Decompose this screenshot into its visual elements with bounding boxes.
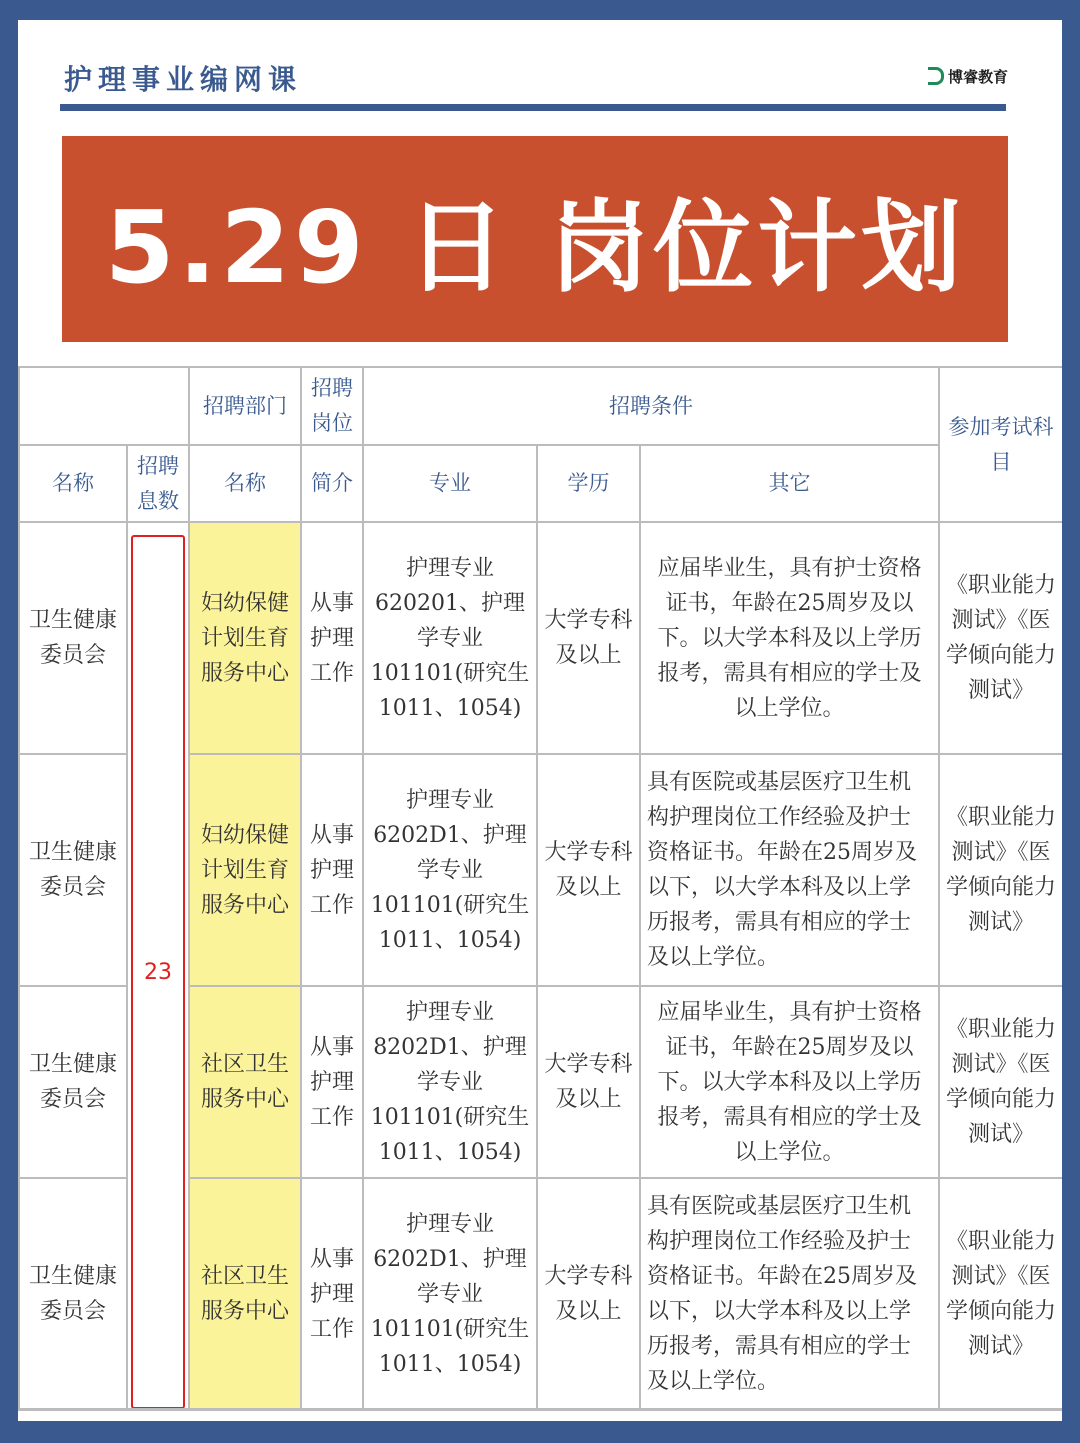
other-requirement: 具有医院或基层医疗卫生机构护理岗位工作经验及护士资格证书。年龄在25周岁及以下，以大学本科及以上学历报考，需具有相应的学士及以上学位。 (640, 754, 939, 986)
dept-name: 妇幼保健计划生育服务中心 (189, 754, 301, 986)
count-highlight-box (131, 535, 185, 1409)
header-col-major: 专业 (363, 445, 537, 522)
dept-name: 社区卫生服务中心 (189, 1178, 301, 1410)
other-requirement: 具有医院或基层医疗卫生机构护理岗位工作经验及护士资格证书。年龄在25周岁及以下，以大学本科及以上学历报考，需具有相应的学士及以上学位。 (640, 1178, 939, 1410)
other-requirement: 应届毕业生，具有护士资格证书，年龄在25周岁及以下。以大学本科及以上学历报考，需具有相应的学士及以上学位。 (640, 522, 939, 754)
table-header-row-1 (19, 367, 1062, 445)
header-cond-group: 招聘条件 (363, 367, 939, 445)
header-col-dept-name: 名称 (189, 445, 301, 522)
major-requirement: 护理专业620201、护理学专业101101(研究生1011、1054) (363, 522, 537, 754)
dept-name: 妇幼保健计划生育服务中心 (189, 522, 301, 754)
title-banner (62, 136, 1008, 342)
post-intro: 从事护理工作 (301, 754, 363, 986)
table-row (19, 522, 1062, 754)
dept-name: 社区卫生服务中心 (189, 986, 301, 1178)
org-name: 卫生健康委员会 (19, 986, 127, 1178)
education-requirement: 大学专科及以上 (537, 522, 640, 754)
header-post-group: 招聘岗位 (301, 367, 363, 445)
post-intro: 从事护理工作 (301, 986, 363, 1178)
banner-title: 5.29 日 岗位计划 (104, 189, 966, 306)
header-col-count: 招聘息数 (127, 445, 189, 522)
brand-logo (928, 64, 1008, 88)
header-col-name: 名称 (19, 445, 127, 522)
header-col-intro: 简介 (301, 445, 363, 522)
education-requirement: 大学专科及以上 (537, 754, 640, 986)
major-requirement: 护理专业6202D1、护理学专业101101(研究生1011、1054) (363, 754, 537, 986)
exam-subjects: 《职业能力测试》《医学倾向能力测试》 (939, 522, 1062, 754)
org-name: 卫生健康委员会 (19, 1178, 127, 1410)
logo-mark-icon (928, 67, 944, 85)
exam-subjects: 《职业能力测试》《医学倾向能力测试》 (939, 754, 1062, 986)
header-col-edu: 学历 (537, 445, 640, 522)
recruit-count: 23 (144, 959, 172, 985)
header-title: 护理事业编网课 (64, 63, 303, 96)
table-header-row-2 (19, 445, 1062, 522)
count-cell (127, 522, 189, 1410)
header-dept-group: 招聘部门 (189, 367, 301, 445)
header-divider (60, 104, 1006, 111)
other-requirement: 应届毕业生，具有护士资格证书，年龄在25周岁及以下。以大学本科及以上学历报考，需具有相应的学士及以上学位。 (640, 986, 939, 1178)
recruitment-table (18, 366, 1062, 1411)
education-requirement: 大学专科及以上 (537, 1178, 640, 1410)
bottom-divider (18, 1408, 1062, 1410)
major-requirement: 护理专业8202D1、护理学专业101101(研究生1011、1054) (363, 986, 537, 1178)
education-requirement: 大学专科及以上 (537, 986, 640, 1178)
post-intro: 从事护理工作 (301, 1178, 363, 1410)
major-requirement: 护理专业6202D1、护理学专业101101(研究生1011、1054) (363, 1178, 537, 1410)
logo-text: 博睿教育 (948, 67, 1009, 86)
org-name: 卫生健康委员会 (19, 754, 127, 986)
header-blank-cell (19, 367, 189, 445)
exam-subjects: 《职业能力测试》《医学倾向能力测试》 (939, 1178, 1062, 1410)
exam-subjects: 《职业能力测试》《医学倾向能力测试》 (939, 986, 1062, 1178)
header-exam: 参加考试科目 (939, 367, 1062, 522)
post-intro: 从事护理工作 (301, 522, 363, 754)
org-name: 卫生健康委员会 (19, 522, 127, 754)
page-card (18, 20, 1062, 1421)
header-col-other: 其它 (640, 445, 939, 522)
